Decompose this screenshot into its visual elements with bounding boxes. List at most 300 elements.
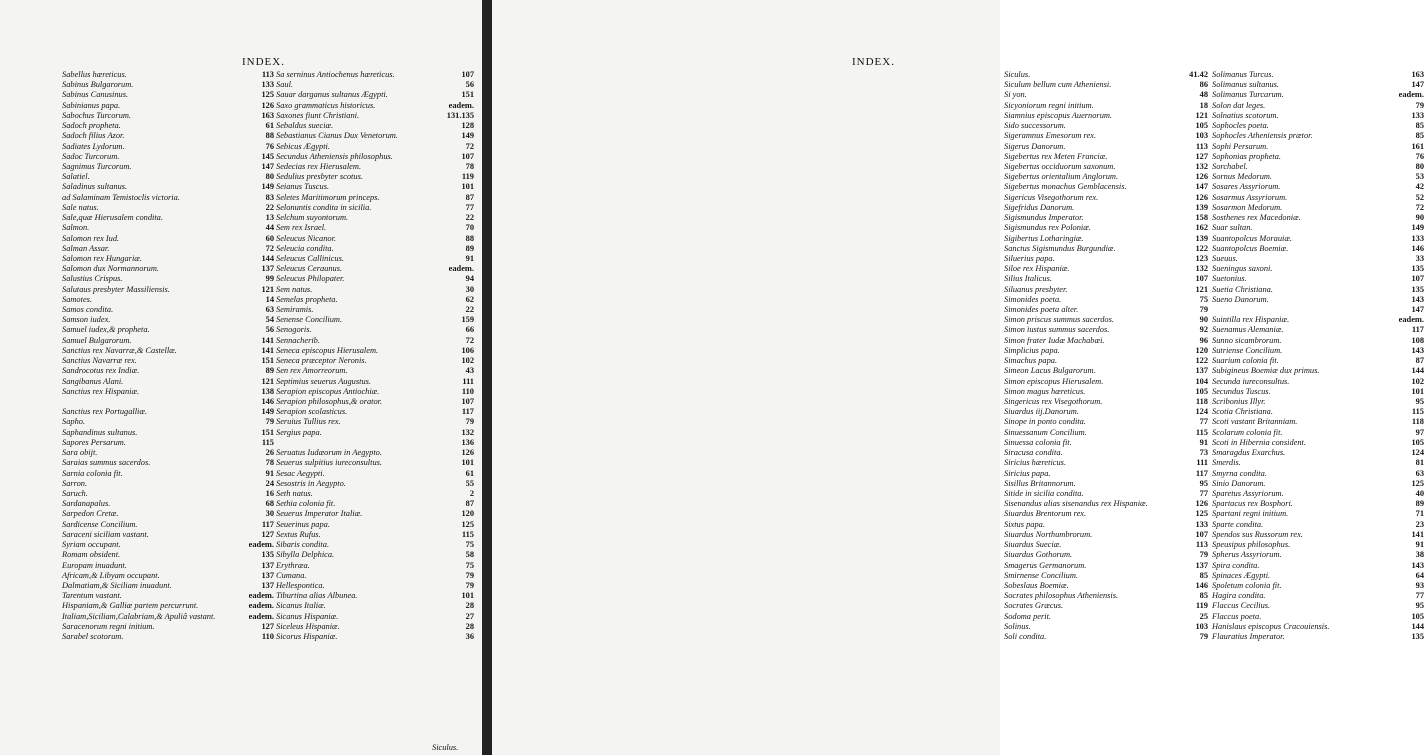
- book-gutter: [482, 0, 492, 755]
- index-term: Sarnia colonia fit.: [62, 468, 123, 478]
- index-entry: [62, 417, 274, 427]
- page-reference: 163: [261, 110, 274, 120]
- index-entry: [62, 80, 274, 90]
- page-reference: 137: [261, 560, 274, 570]
- page-reference: 146: [1411, 243, 1424, 253]
- index-term: Sauar darganus sultanus Ægypti.: [276, 90, 388, 100]
- page-reference: 78: [465, 161, 474, 171]
- index-entry: [1212, 448, 1424, 458]
- index-term: Saxones fiunt Christiani.: [276, 110, 360, 120]
- index-term: Cumana.: [276, 570, 307, 580]
- index-term: Simeon Lacus Bulgarorum.: [1004, 366, 1096, 376]
- page-reference: eadem.: [248, 611, 274, 621]
- index-term: Simon magus hæreticus.: [1004, 386, 1086, 396]
- page-reference: 143: [1411, 560, 1424, 570]
- index-entry: [276, 458, 474, 468]
- index-entry: [62, 591, 274, 601]
- index-term: Selonuntis condita in sicilia.: [276, 202, 372, 212]
- right-page: [492, 0, 1424, 755]
- index-term: Silius Italicus.: [1004, 274, 1052, 284]
- index-entry: [276, 223, 474, 233]
- index-entry: [1004, 80, 1208, 90]
- page-reference: 139: [1195, 202, 1208, 212]
- page-reference: 106: [461, 345, 474, 355]
- index-entry: [276, 591, 474, 601]
- index-entry: [276, 295, 474, 305]
- index-term: Samson iudex.: [62, 315, 111, 325]
- index-term: Sabinianus papa.: [62, 100, 121, 110]
- index-term: Soli condita.: [1004, 632, 1047, 642]
- index-entry: [62, 520, 274, 530]
- index-term: Erythræa.: [276, 560, 310, 570]
- index-term: Sangibanus Alani.: [62, 376, 124, 386]
- page-reference: 117: [1411, 325, 1424, 335]
- index-term: Saraceni siciliam vastant.: [62, 529, 149, 539]
- page-reference: 85: [1415, 131, 1424, 141]
- index-entry: [1212, 438, 1424, 448]
- index-entry: [62, 305, 274, 315]
- page-reference: 24: [265, 478, 274, 488]
- index-term: Sadiates Lydorum.: [62, 141, 125, 151]
- page-reference: 120: [461, 509, 474, 519]
- index-entry: [276, 561, 474, 571]
- index-term: Sobeslaus Boemiæ.: [1004, 580, 1069, 590]
- index-entry: [62, 377, 274, 387]
- page-reference: 124: [1411, 448, 1424, 458]
- index-term: Sabinus Canusinus.: [62, 90, 129, 100]
- index-term: Salutaus presbyter Massiliensis.: [62, 284, 170, 294]
- index-entry: [62, 90, 274, 100]
- page-reference: 42: [1415, 182, 1424, 192]
- index-term: Senogoris.: [276, 325, 312, 335]
- index-entry: [276, 469, 474, 479]
- page-reference: 30: [265, 509, 274, 519]
- index-entry: [62, 244, 274, 254]
- index-entry: [62, 428, 274, 438]
- page-reference: 121: [1195, 110, 1208, 120]
- page-reference: 123: [1195, 253, 1208, 263]
- index-entry: [62, 397, 274, 407]
- index-term: Speusipus philosophus.: [1212, 540, 1291, 550]
- index-term: Sparte condita.: [1212, 519, 1264, 529]
- page-reference: 62: [465, 294, 474, 304]
- page-reference: 138: [261, 386, 274, 396]
- index-term: Spartani regni initium.: [1212, 509, 1289, 519]
- index-entry: [1212, 346, 1424, 356]
- index-entry: [276, 325, 474, 335]
- index-entry: [1212, 469, 1424, 479]
- index-term: Saracenorum regni initium.: [62, 621, 155, 631]
- index-entry: [1212, 622, 1424, 632]
- page-reference: 117: [1195, 468, 1208, 478]
- index-entry: [1004, 274, 1208, 284]
- index-entry: [276, 244, 474, 254]
- index-entry: [62, 366, 274, 376]
- page-reference: 125: [461, 519, 474, 529]
- index-term: Sigebertus monachus Gemblacensis.: [1004, 182, 1127, 192]
- index-term: Simon priscus summus sacerdos.: [1004, 315, 1114, 325]
- page-reference: 91: [265, 468, 274, 478]
- index-term: Spartacus rex Bosphori.: [1212, 499, 1293, 509]
- index-entry: [1212, 254, 1424, 264]
- page-reference: 95: [1415, 397, 1424, 406]
- page-reference: 87: [465, 499, 474, 509]
- index-term: Siamnius episcopus Auernorum.: [1004, 110, 1113, 120]
- page-reference: 113: [261, 70, 274, 79]
- index-entry: [276, 131, 474, 141]
- index-term: Suarium colonia fit.: [1212, 356, 1279, 366]
- index-entry: [1004, 336, 1208, 346]
- page-reference: 127: [1195, 151, 1208, 161]
- index-entry: [1212, 325, 1424, 335]
- index-entry: [1004, 121, 1208, 131]
- index-term: Sen rex Amorreorum.: [276, 366, 348, 376]
- index-term: Salmon.: [62, 223, 90, 233]
- index-entry: [1004, 540, 1208, 550]
- index-entry: [1212, 193, 1424, 203]
- index-term: Sinuessanum Concilium.: [1004, 427, 1087, 437]
- page-reference: 122: [1195, 243, 1208, 253]
- index-term: Sicorus Hispaniæ.: [276, 632, 338, 642]
- page-reference: 104: [1195, 376, 1208, 386]
- index-term: Salman Assar.: [62, 243, 110, 253]
- page-reference: 144: [261, 253, 274, 263]
- page-reference: 141: [261, 345, 274, 355]
- index-entry: [1212, 101, 1424, 111]
- index-term: Suenamus Alemaniæ.: [1212, 325, 1284, 335]
- index-entry: [276, 540, 474, 550]
- page-reference: 124: [1195, 407, 1208, 417]
- index-term: Solimanus sultanus.: [1212, 80, 1280, 90]
- index-entry: [1212, 111, 1424, 121]
- page-reference: 115: [261, 437, 274, 447]
- index-term: Sennacherib.: [276, 335, 320, 345]
- index-term: Sardanapalus.: [62, 499, 111, 509]
- index-entry: [276, 234, 474, 244]
- index-term: Sicanus Hispaniæ.: [276, 611, 339, 621]
- page-reference: 131.135: [446, 110, 474, 120]
- page-reference: 72: [265, 243, 274, 253]
- index-term: Saxo grammaticus historicus.: [276, 100, 376, 110]
- page-reference: 79: [265, 417, 274, 427]
- right-index-column-2: [1212, 70, 1424, 642]
- index-term: Senense Concilium.: [276, 315, 343, 325]
- index-entry: [1212, 172, 1424, 182]
- index-entry: [1004, 234, 1208, 244]
- index-entry: [276, 142, 474, 152]
- index-entry: [1004, 407, 1208, 417]
- index-term: Samos condita.: [62, 305, 114, 315]
- page-reference: 101: [461, 591, 474, 601]
- page-reference: 105: [1195, 386, 1208, 396]
- index-term: Sem natus.: [276, 284, 313, 294]
- page-reference: 79: [465, 580, 474, 590]
- page-reference: 22: [265, 202, 274, 212]
- page-reference: 103: [1195, 131, 1208, 141]
- index-term: Simonides poeta alter.: [1004, 305, 1079, 315]
- page-reference: 105: [1195, 121, 1208, 131]
- index-term: Tiburtina alias Albunea.: [276, 591, 358, 601]
- index-term: Hellespontica.: [276, 580, 325, 590]
- index-entry: [1212, 264, 1424, 274]
- index-term: Sebicus Ægypti.: [276, 141, 330, 151]
- index-term: Sadoch propheta.: [62, 121, 121, 131]
- page-reference: 79: [465, 570, 474, 580]
- index-entry: [276, 203, 474, 213]
- index-entry: [276, 448, 474, 458]
- index-entry: [1004, 366, 1208, 376]
- page-reference: 143: [1411, 345, 1424, 355]
- index-entry: [62, 162, 274, 172]
- index-entry: [276, 499, 474, 509]
- index-term: Seianus Tuscus.: [276, 182, 330, 192]
- index-entry: [276, 581, 474, 591]
- page-reference: 115: [1195, 427, 1208, 437]
- index-term: Septimius seuerus Augustus.: [276, 376, 371, 386]
- index-entry: [1212, 336, 1424, 346]
- right-page-header: INDEX.: [852, 56, 895, 68]
- page-reference: 147: [1411, 305, 1424, 315]
- page-reference: 76: [265, 141, 274, 151]
- index-term: Sebaldus sueciæ.: [276, 121, 334, 131]
- index-entry: [276, 509, 474, 519]
- page-reference: 94: [465, 274, 474, 284]
- index-entry: [276, 254, 474, 264]
- page-reference: 73: [1199, 448, 1208, 458]
- index-entry: [62, 336, 274, 346]
- page-reference: 105: [1411, 611, 1424, 621]
- index-term: Sigismundus Imperator.: [1004, 213, 1084, 223]
- page-reference: 44: [265, 223, 274, 233]
- index-term: Simon frater Iudæ Machabæi.: [1004, 335, 1105, 345]
- index-entry: [1004, 581, 1208, 591]
- index-entry: [62, 540, 274, 550]
- index-term: Sisillus Britannorum.: [1004, 478, 1076, 488]
- index-term: Scoti vastant Britanniam.: [1212, 417, 1298, 427]
- index-entry: [1212, 417, 1424, 427]
- index-term: Salomon rex Hungariæ.: [62, 253, 142, 263]
- index-entry: [276, 101, 474, 111]
- index-entry: [276, 601, 474, 611]
- index-term: Serapion philosophus,& orator.: [276, 397, 383, 406]
- index-term: Sanctius rex Portugalliæ.: [62, 407, 148, 417]
- page-reference: 110: [461, 386, 474, 396]
- index-entry: [1004, 70, 1208, 80]
- page-reference: 101: [1411, 386, 1424, 396]
- index-term: Sarpedon Cretæ.: [62, 509, 119, 519]
- index-term: Hanislaus episcopus Cracouiensis.: [1212, 621, 1330, 631]
- page-reference: 128: [461, 121, 474, 131]
- index-term: Siluerius papa.: [1004, 253, 1055, 263]
- page-reference: 79: [1199, 550, 1208, 560]
- index-entry: [62, 438, 274, 448]
- index-entry: [276, 172, 474, 182]
- page-reference: 75: [465, 560, 474, 570]
- page-reference: 56: [465, 80, 474, 90]
- index-entry: [276, 346, 474, 356]
- page-reference: 70: [465, 223, 474, 233]
- index-entry: [276, 182, 474, 192]
- page-reference: eadem.: [1398, 315, 1424, 325]
- page-reference: 76: [1415, 151, 1424, 161]
- index-term: Singericus rex Visegothorum.: [1004, 397, 1103, 406]
- index-entry: [1004, 601, 1208, 611]
- page-reference: 72: [1415, 202, 1424, 212]
- index-term: Samotes.: [62, 294, 93, 304]
- index-term: Smerdis.: [1212, 458, 1241, 468]
- index-term: Sodoma perit.: [1004, 611, 1051, 621]
- page-reference: 146: [1195, 580, 1208, 590]
- page-reference: 107: [1195, 274, 1208, 284]
- index-term: Siculus.: [1004, 70, 1031, 79]
- index-entry: [62, 622, 274, 632]
- index-term: Sibylla Delphica.: [276, 550, 335, 560]
- page-reference: 61: [465, 468, 474, 478]
- page-reference: 53: [1415, 172, 1424, 182]
- index-entry: [62, 356, 274, 366]
- index-entry: [276, 336, 474, 346]
- index-entry: [62, 581, 274, 591]
- index-entry: [276, 479, 474, 489]
- index-term: Si yon.: [1004, 90, 1027, 100]
- index-entry: [62, 571, 274, 581]
- page-reference: 14: [265, 294, 274, 304]
- index-term: Sicanus Italiæ.: [276, 601, 326, 611]
- index-term: Sarron.: [62, 478, 88, 488]
- page-reference: 80: [1415, 161, 1424, 171]
- index-term: Sinope in ponto condita.: [1004, 417, 1086, 427]
- index-term: Smaragdus Exarchus.: [1212, 448, 1286, 458]
- index-entry: [1212, 540, 1424, 550]
- index-term: Sophocles Atheniensis prætor.: [1212, 131, 1313, 141]
- page-reference: 85: [1415, 121, 1424, 131]
- index-term: Sebastianus Cianus Dux Venetorum.: [276, 131, 398, 141]
- index-entry: [1212, 387, 1424, 397]
- index-entry: [1004, 489, 1208, 499]
- page-reference: 61: [265, 121, 274, 131]
- index-term: Sinuessa colonia fit.: [1004, 437, 1072, 447]
- page-reference: 18: [1199, 100, 1208, 110]
- index-term: Sagnimus Turcorum.: [62, 161, 132, 171]
- index-term: Sornus Medorum.: [1212, 172, 1273, 182]
- index-term: Subigineus Boemiæ dux primus.: [1212, 366, 1320, 376]
- index-entry: [1004, 346, 1208, 356]
- index-term: Sara obijt.: [62, 448, 98, 458]
- index-entry: [1004, 438, 1208, 448]
- index-term: Sanctius rex Navarræ,& Castellæ.: [62, 345, 177, 355]
- page-reference: 40: [1415, 488, 1424, 498]
- page-reference: 68: [265, 499, 274, 509]
- index-term: Salomon rex Iud.: [62, 233, 120, 243]
- index-entry: [62, 632, 274, 642]
- index-term: Spendos sus Russorum rex.: [1212, 529, 1303, 539]
- page-reference: 91: [1415, 540, 1424, 550]
- index-term: Seletes Maritimorum princeps.: [276, 192, 380, 202]
- index-entry: [1212, 377, 1424, 387]
- page-reference: 85: [1199, 570, 1208, 580]
- index-term: Scolarum colonia fit.: [1212, 427, 1283, 437]
- index-term: Salustius Crispus.: [62, 274, 123, 284]
- page-reference: 111: [462, 376, 474, 386]
- index-entry: [1212, 142, 1424, 152]
- page-reference: 88: [265, 131, 274, 141]
- page-reference: 151: [461, 90, 474, 100]
- page-reference: 133: [1411, 233, 1424, 243]
- page-reference: 117: [461, 407, 474, 417]
- index-term: Flaccus Cecilius.: [1212, 601, 1271, 611]
- index-term: Secundus Atheniensis philosophus.: [276, 151, 393, 161]
- page-reference: 64: [1415, 570, 1424, 580]
- page-reference: 38: [1415, 550, 1424, 560]
- page-reference: 133: [1411, 110, 1424, 120]
- index-entry: [62, 550, 274, 560]
- page-reference: 80: [265, 172, 274, 182]
- index-entry: [1004, 254, 1208, 264]
- index-entry: [1004, 285, 1208, 295]
- index-term: Sabellus hæreticus.: [62, 70, 127, 79]
- index-entry: [1212, 121, 1424, 131]
- index-term: Suantopolcus Boemiæ.: [1212, 243, 1289, 253]
- index-entry: [1212, 80, 1424, 90]
- index-entry: [276, 356, 474, 366]
- index-entry: [276, 632, 474, 642]
- index-entry: [62, 407, 274, 417]
- index-entry: [1212, 152, 1424, 162]
- page-reference: 159: [461, 315, 474, 325]
- index-term: Seleucus Nicanor.: [276, 233, 337, 243]
- index-term: Sueno Danorum.: [1212, 294, 1269, 304]
- page-reference: 58: [465, 550, 474, 560]
- page-reference: 161: [1411, 141, 1424, 151]
- index-entry: [1004, 172, 1208, 182]
- index-term: Seneca præceptor Neronis.: [276, 356, 367, 366]
- page-reference: 97: [1415, 427, 1424, 437]
- left-index-column-1: [62, 70, 274, 642]
- page-reference: 147: [1411, 80, 1424, 90]
- index-term: Sarabel scotorum.: [62, 632, 124, 642]
- index-entry: [62, 458, 274, 468]
- index-term: Siricius hæreticus.: [1004, 458, 1067, 468]
- page-reference: 77: [1415, 591, 1424, 601]
- page-reference: 90: [1415, 213, 1424, 223]
- index-term: Siuardus Northumbrorum.: [1004, 529, 1093, 539]
- index-term: Sigebertus orientalium Anglorum.: [1004, 172, 1119, 182]
- index-term: Sedulius presbyter scotus.: [276, 172, 363, 182]
- index-entry: [62, 285, 274, 295]
- index-entry: [62, 612, 274, 622]
- index-term: Sinio Danorum.: [1212, 478, 1266, 488]
- index-term: Sale,quæ Hierusalem condita.: [62, 213, 163, 223]
- page-reference: 122: [1195, 356, 1208, 366]
- index-entry: [1212, 561, 1424, 571]
- index-entry: [276, 438, 474, 448]
- index-entry: [276, 397, 474, 407]
- index-term: Sorchabel.: [1212, 161, 1248, 171]
- page-reference: 126: [261, 100, 274, 110]
- page-reference: 60: [265, 233, 274, 243]
- index-term: Solimanus Turcus.: [1212, 70, 1274, 79]
- index-entry: [1212, 305, 1424, 315]
- index-term: Sosares Assyriorum.: [1212, 182, 1281, 192]
- index-term: Seneca episcopus Hierusalem.: [276, 345, 379, 355]
- index-entry: [1004, 479, 1208, 489]
- page-reference: 135: [261, 550, 274, 560]
- index-entry: [1212, 509, 1424, 519]
- index-term: Sanctus Sigismundus Burgundiæ.: [1004, 243, 1116, 253]
- index-term: Simplicius papa.: [1004, 345, 1060, 355]
- index-entry: [1004, 561, 1208, 571]
- index-entry: [62, 295, 274, 305]
